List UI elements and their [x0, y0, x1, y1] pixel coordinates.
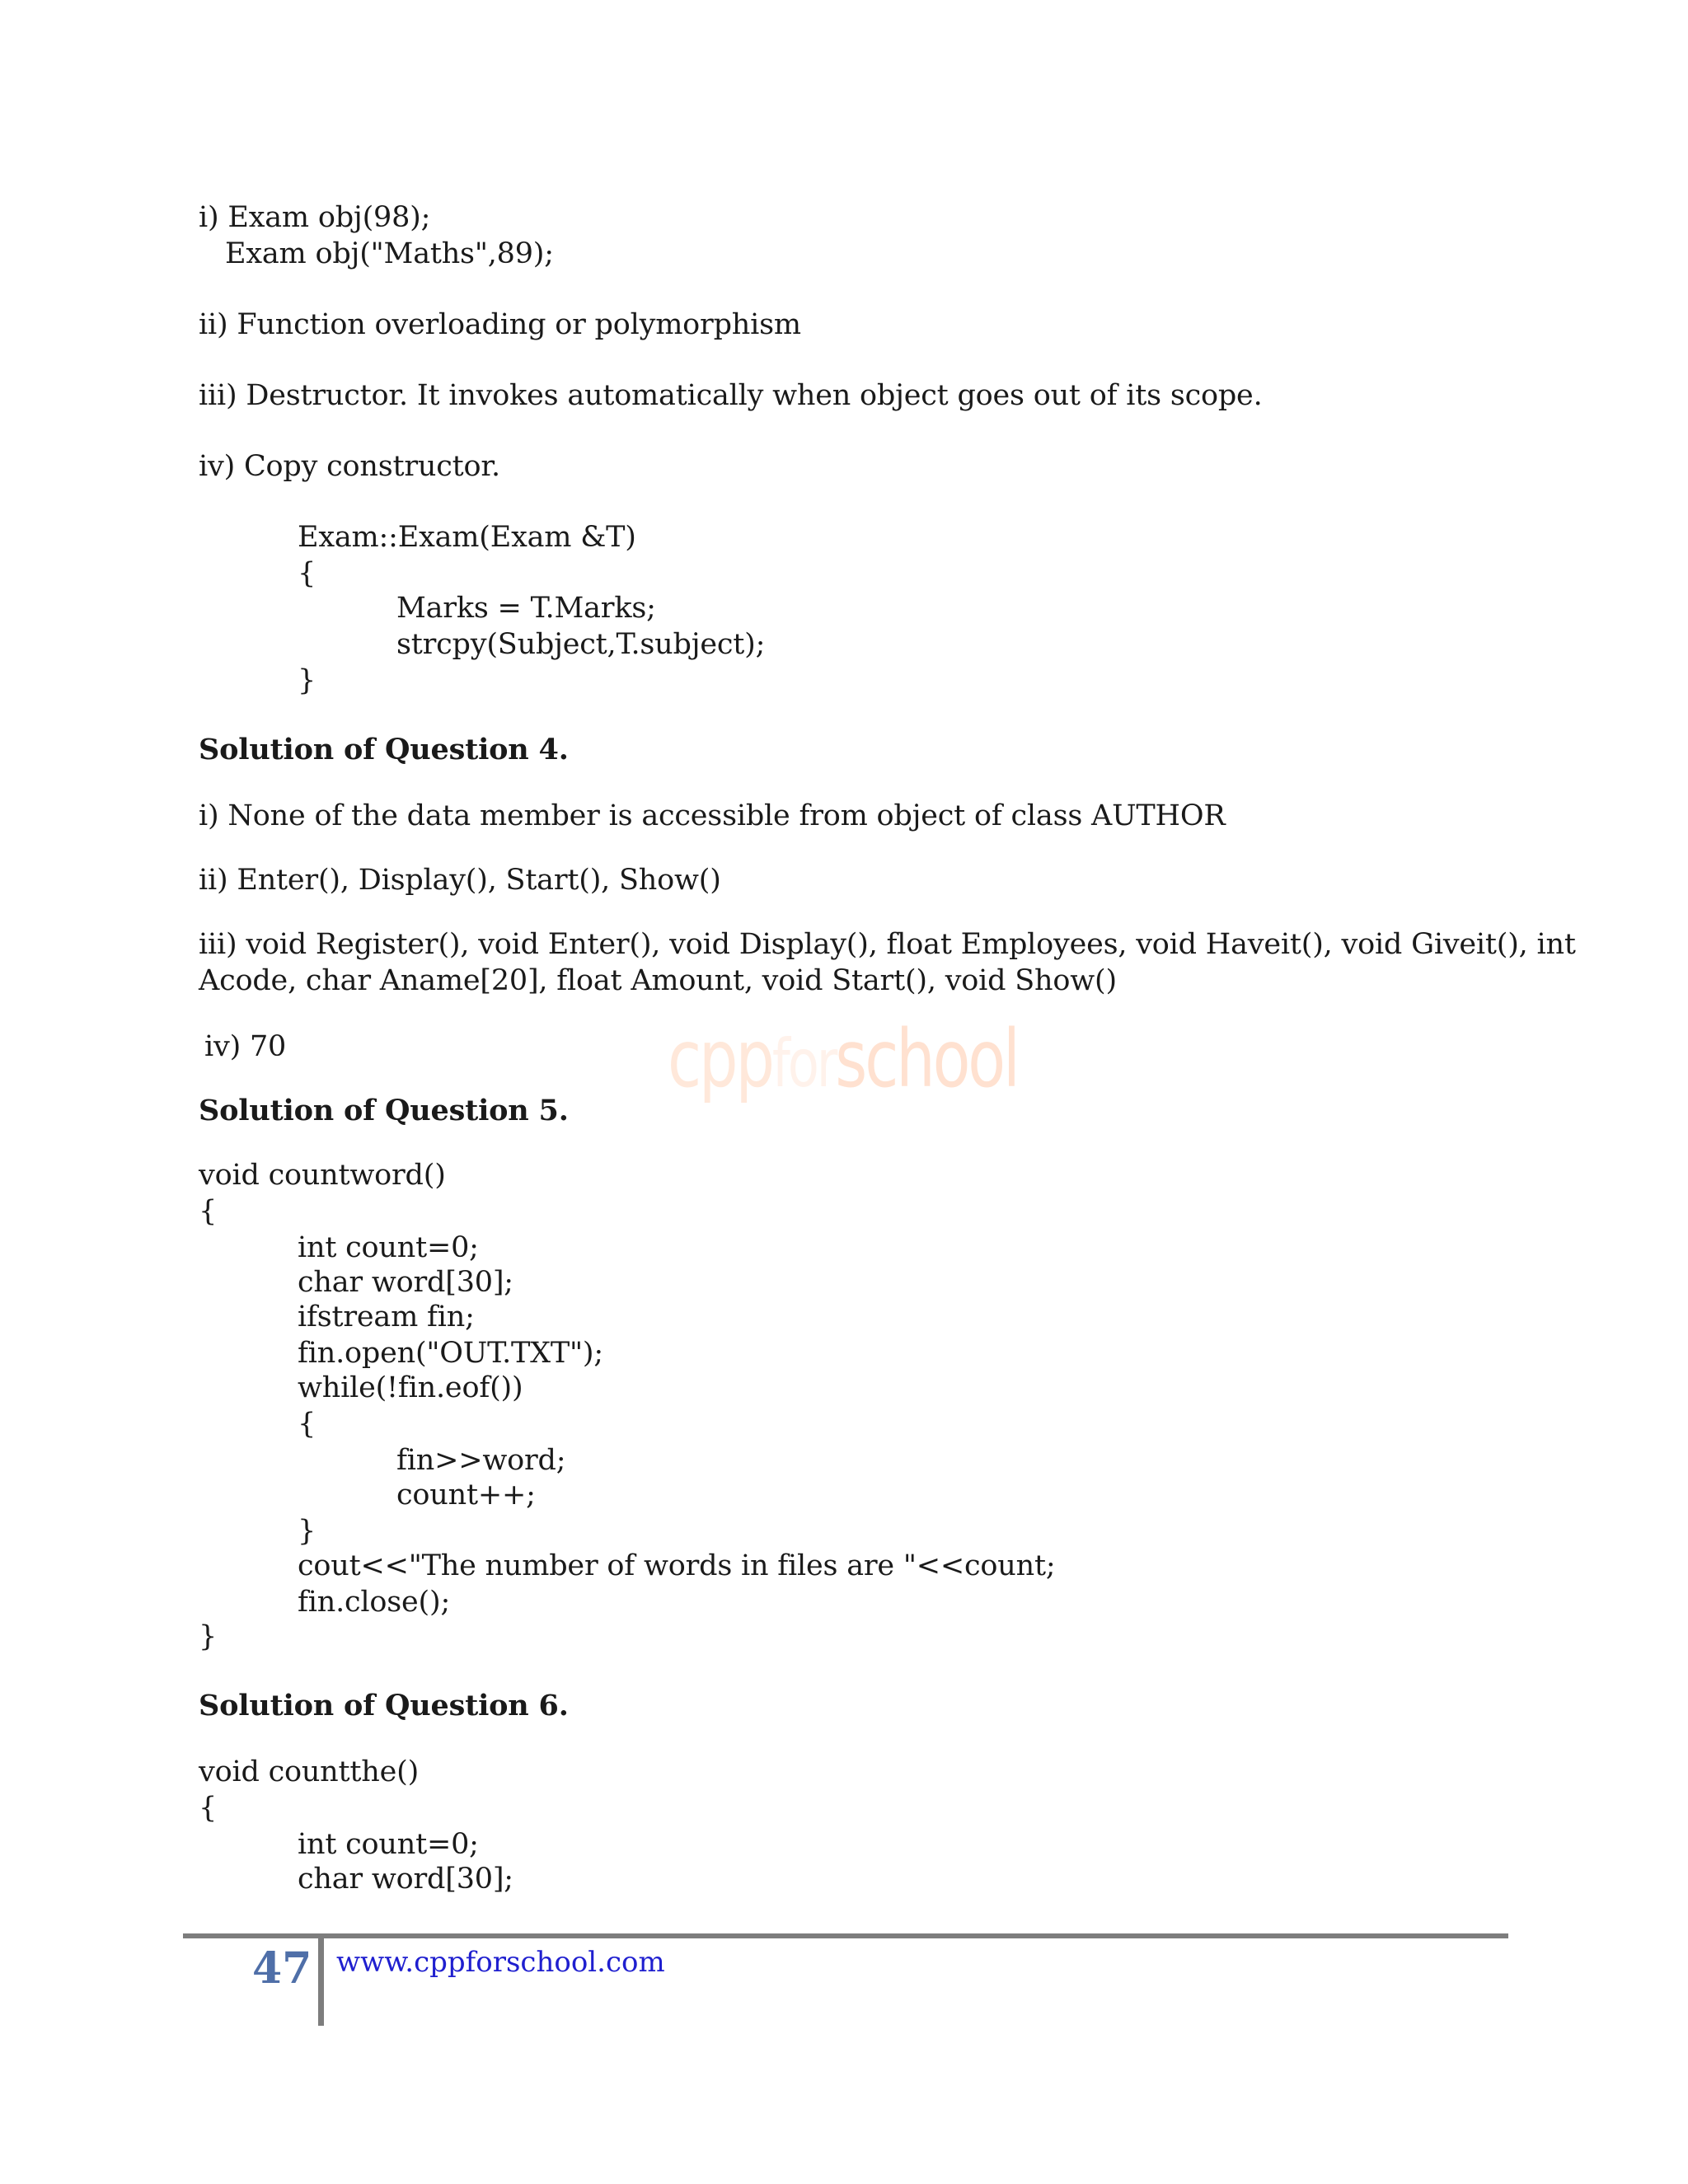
text-line: Marks = T.Marks;: [396, 592, 656, 625]
text-line: Acode, char Aname[20], float Amount, void Start(), void Show(): [199, 964, 1117, 997]
text-line: i) Exam obj(98);: [199, 201, 431, 234]
text-line: }: [199, 1620, 218, 1653]
text-line: Exam::Exam(Exam &T): [298, 521, 636, 554]
text-line: count++;: [396, 1479, 536, 1511]
text-line: {: [199, 1792, 218, 1825]
website-link[interactable]: www.cppforschool.com: [336, 1946, 665, 1979]
text-line: Exam obj("Maths",89);: [225, 237, 554, 270]
section-heading: Solution of Question 6.: [199, 1689, 569, 1722]
text-line: {: [298, 557, 316, 590]
text-line: cout<<"The number of words in files are "<<count;: [298, 1549, 1056, 1582]
section-heading: Solution of Question 5.: [199, 1094, 569, 1127]
text-line: i) None of the data member is accessible from object of class AUTHOR: [199, 799, 1226, 832]
text-line: {: [199, 1195, 218, 1228]
text-line: }: [298, 664, 316, 697]
text-line: fin>>word;: [396, 1444, 566, 1477]
text-line: ii) Function overloading or polymorphism: [199, 308, 801, 341]
text-line: char word[30];: [298, 1863, 513, 1896]
footer-divider: [318, 1933, 324, 2026]
cppforschool-watermark: cppforschool: [668, 1013, 1018, 1105]
text-line: strcpy(Subject,T.subject);: [396, 628, 766, 661]
footer-rule: [183, 1933, 1508, 1938]
text-line: fin.close();: [298, 1586, 451, 1619]
text-line: int count=0;: [298, 1828, 479, 1861]
text-line: }: [298, 1515, 316, 1548]
text-line: void countword(): [199, 1159, 446, 1192]
text-line: while(!fin.eof()): [298, 1371, 523, 1404]
text-line: {: [298, 1408, 316, 1441]
text-line: iv) Copy constructor.: [199, 450, 500, 483]
text-line: ii) Enter(), Display(), Start(), Show(): [199, 864, 721, 897]
text-line: fin.open("OUT.TXT");: [298, 1337, 603, 1370]
text-line: char word[30];: [298, 1266, 513, 1299]
text-line: ifstream fin;: [298, 1301, 475, 1333]
section-heading: Solution of Question 4.: [199, 733, 569, 766]
text-line: iv) 70: [204, 1030, 287, 1063]
text-line: int count=0;: [298, 1231, 479, 1264]
text-line: iii) void Register(), void Enter(), void Display(), float Employees, void Haveit(), void Giveit(), int: [199, 928, 1576, 961]
page-number: 47: [252, 1943, 312, 1994]
text-line: iii) Destructor. It invokes automatically when object goes out of its scope.: [199, 379, 1263, 412]
text-line: void countthe(): [199, 1755, 420, 1788]
